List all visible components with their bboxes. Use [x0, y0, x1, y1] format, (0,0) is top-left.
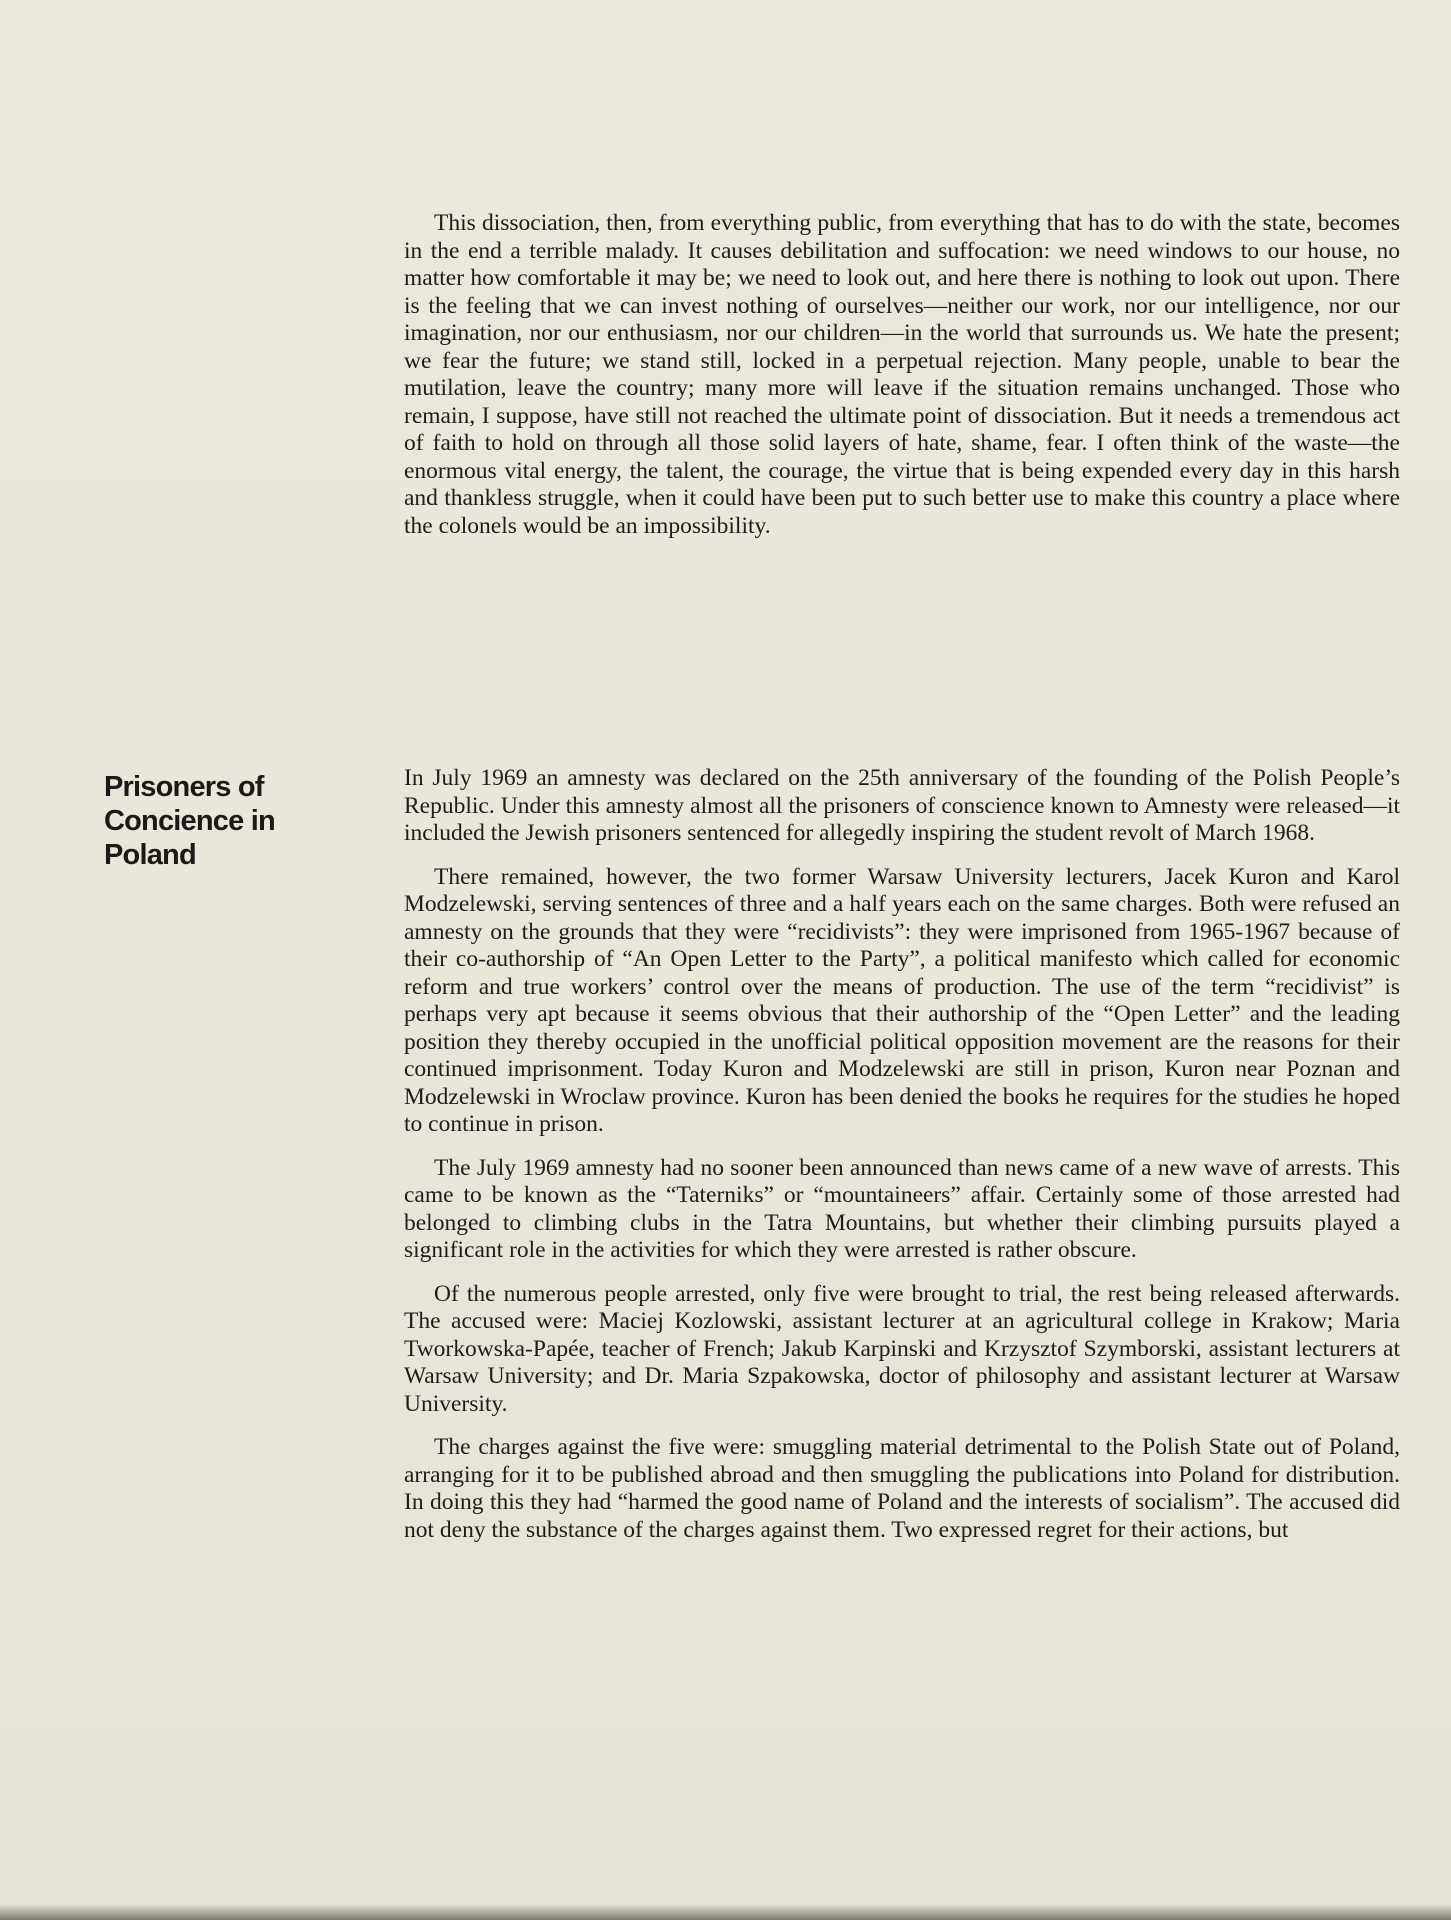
section-heading-line-3: Poland [104, 839, 196, 871]
article-paragraph: Of the numerous people arrested, only five were brought to trial, the rest being released afterwards. The accused were: Maciej Kozlowski, assistant lecturer at an agricultural college in Krakow; Maria Tworkowska-Papée, teacher of French; Jakub Karpinski and Krzysztof Szymborski, assistant lecturers at Warsaw University; and Dr. Maria Szpakowska, doctor of philosophy and assistant lecturer at Warsaw University. [404, 1280, 1400, 1417]
section-heading [104, 770, 324, 872]
intro-section [404, 210, 1400, 540]
section-heading-line-1: Prisoners of [104, 771, 264, 803]
article-paragraph: The charges against the five were: smuggling material detrimental to the Polish State out of Poland, arranging for it to be published abroad and then smuggling the publications into Poland for distribution. In doing this they had “harmed the good name of Poland and the interests of socialism”. The accused did not deny the substance of the charges against them. Two expressed regret for their actions, but [404, 1434, 1400, 1543]
intro-paragraph: This dissociation, then, from everything public, from everything that has to do with the state, becomes in the end a terrible malady. It causes debilitation and suffocation: we need windows to our house, no matter how comfortable it may be; we need to look out, and here there is nothing to look out upon. There is the feeling that we can invest nothing of ourselves—neither our work, nor our intelligence, nor our imagination, nor our enthusiasm, nor our children—in the world that surrounds us. We hate the present; we fear the future; we stand still, locked in a perpetual rejection. Many people, unable to bear the mutilation, leave the country; many more will leave if the situation remains unchanged. Those who remain, I suppose, have still not reached the ultimate point of dissociation. But it needs a tremendous act of faith to hold on through all those solid layers of hate, shame, fear. I often think of the waste—the enormous vital energy, the talent, the courage, the virtue that is being expended every day in this harsh and thankless struggle, when it could have been put to such better use to make this country a place where the colonels would be an impossibility. [404, 210, 1400, 539]
section-heading-line-2: Concience in [104, 805, 275, 837]
article-paragraph: In July 1969 an amnesty was declared on the 25th anniversary of the founding of the Polish People’s Republic. Under this amnesty almost all the prisoners of conscience known to Amnesty were released—it included the Jewish prisoners sentenced for allegedly inspiring the student revolt of March 1968. [404, 765, 1400, 846]
article-paragraph: The July 1969 amnesty had no sooner been announced than news came of a new wave of arrests. This came to be known as the “Taterniks” or “mountaineers” affair. Certainly some of those arrested had belonged to climbing clubs in the Tatra Mountains, but whether their climbing pursuits played a significant role in the activities for which they were arrested is rather obscure. [404, 1154, 1400, 1263]
article-section [404, 765, 1400, 1560]
article-paragraph: There remained, however, the two former Warsaw University lecturers, Jacek Kuron and Karol Modzelewski, serving sentences of three and a half years each on the same charges. Both were refused an amnesty on the grounds that they were “recidivists”: they were imprisoned from 1965-1967 because of their co-authorship of “An Open Letter to the Party”, a political manifesto which called for economic reform and true workers’ control over the means of production. The use of the term “recidivist” is perhaps very apt because it seems obvious that their authorship of the “Open Letter” and the leading position they thereby occupied in the unofficial political opposition movement are the reasons for their continued imprisonment. Today Kuron and Modzelewski are still in prison, Kuron near Poznan and Modzelewski in Wroclaw province. Kuron has been denied the books he requires for the studies he hoped to continue in prison. [404, 863, 1400, 1137]
page-bottom-edge [0, 1904, 1451, 1920]
